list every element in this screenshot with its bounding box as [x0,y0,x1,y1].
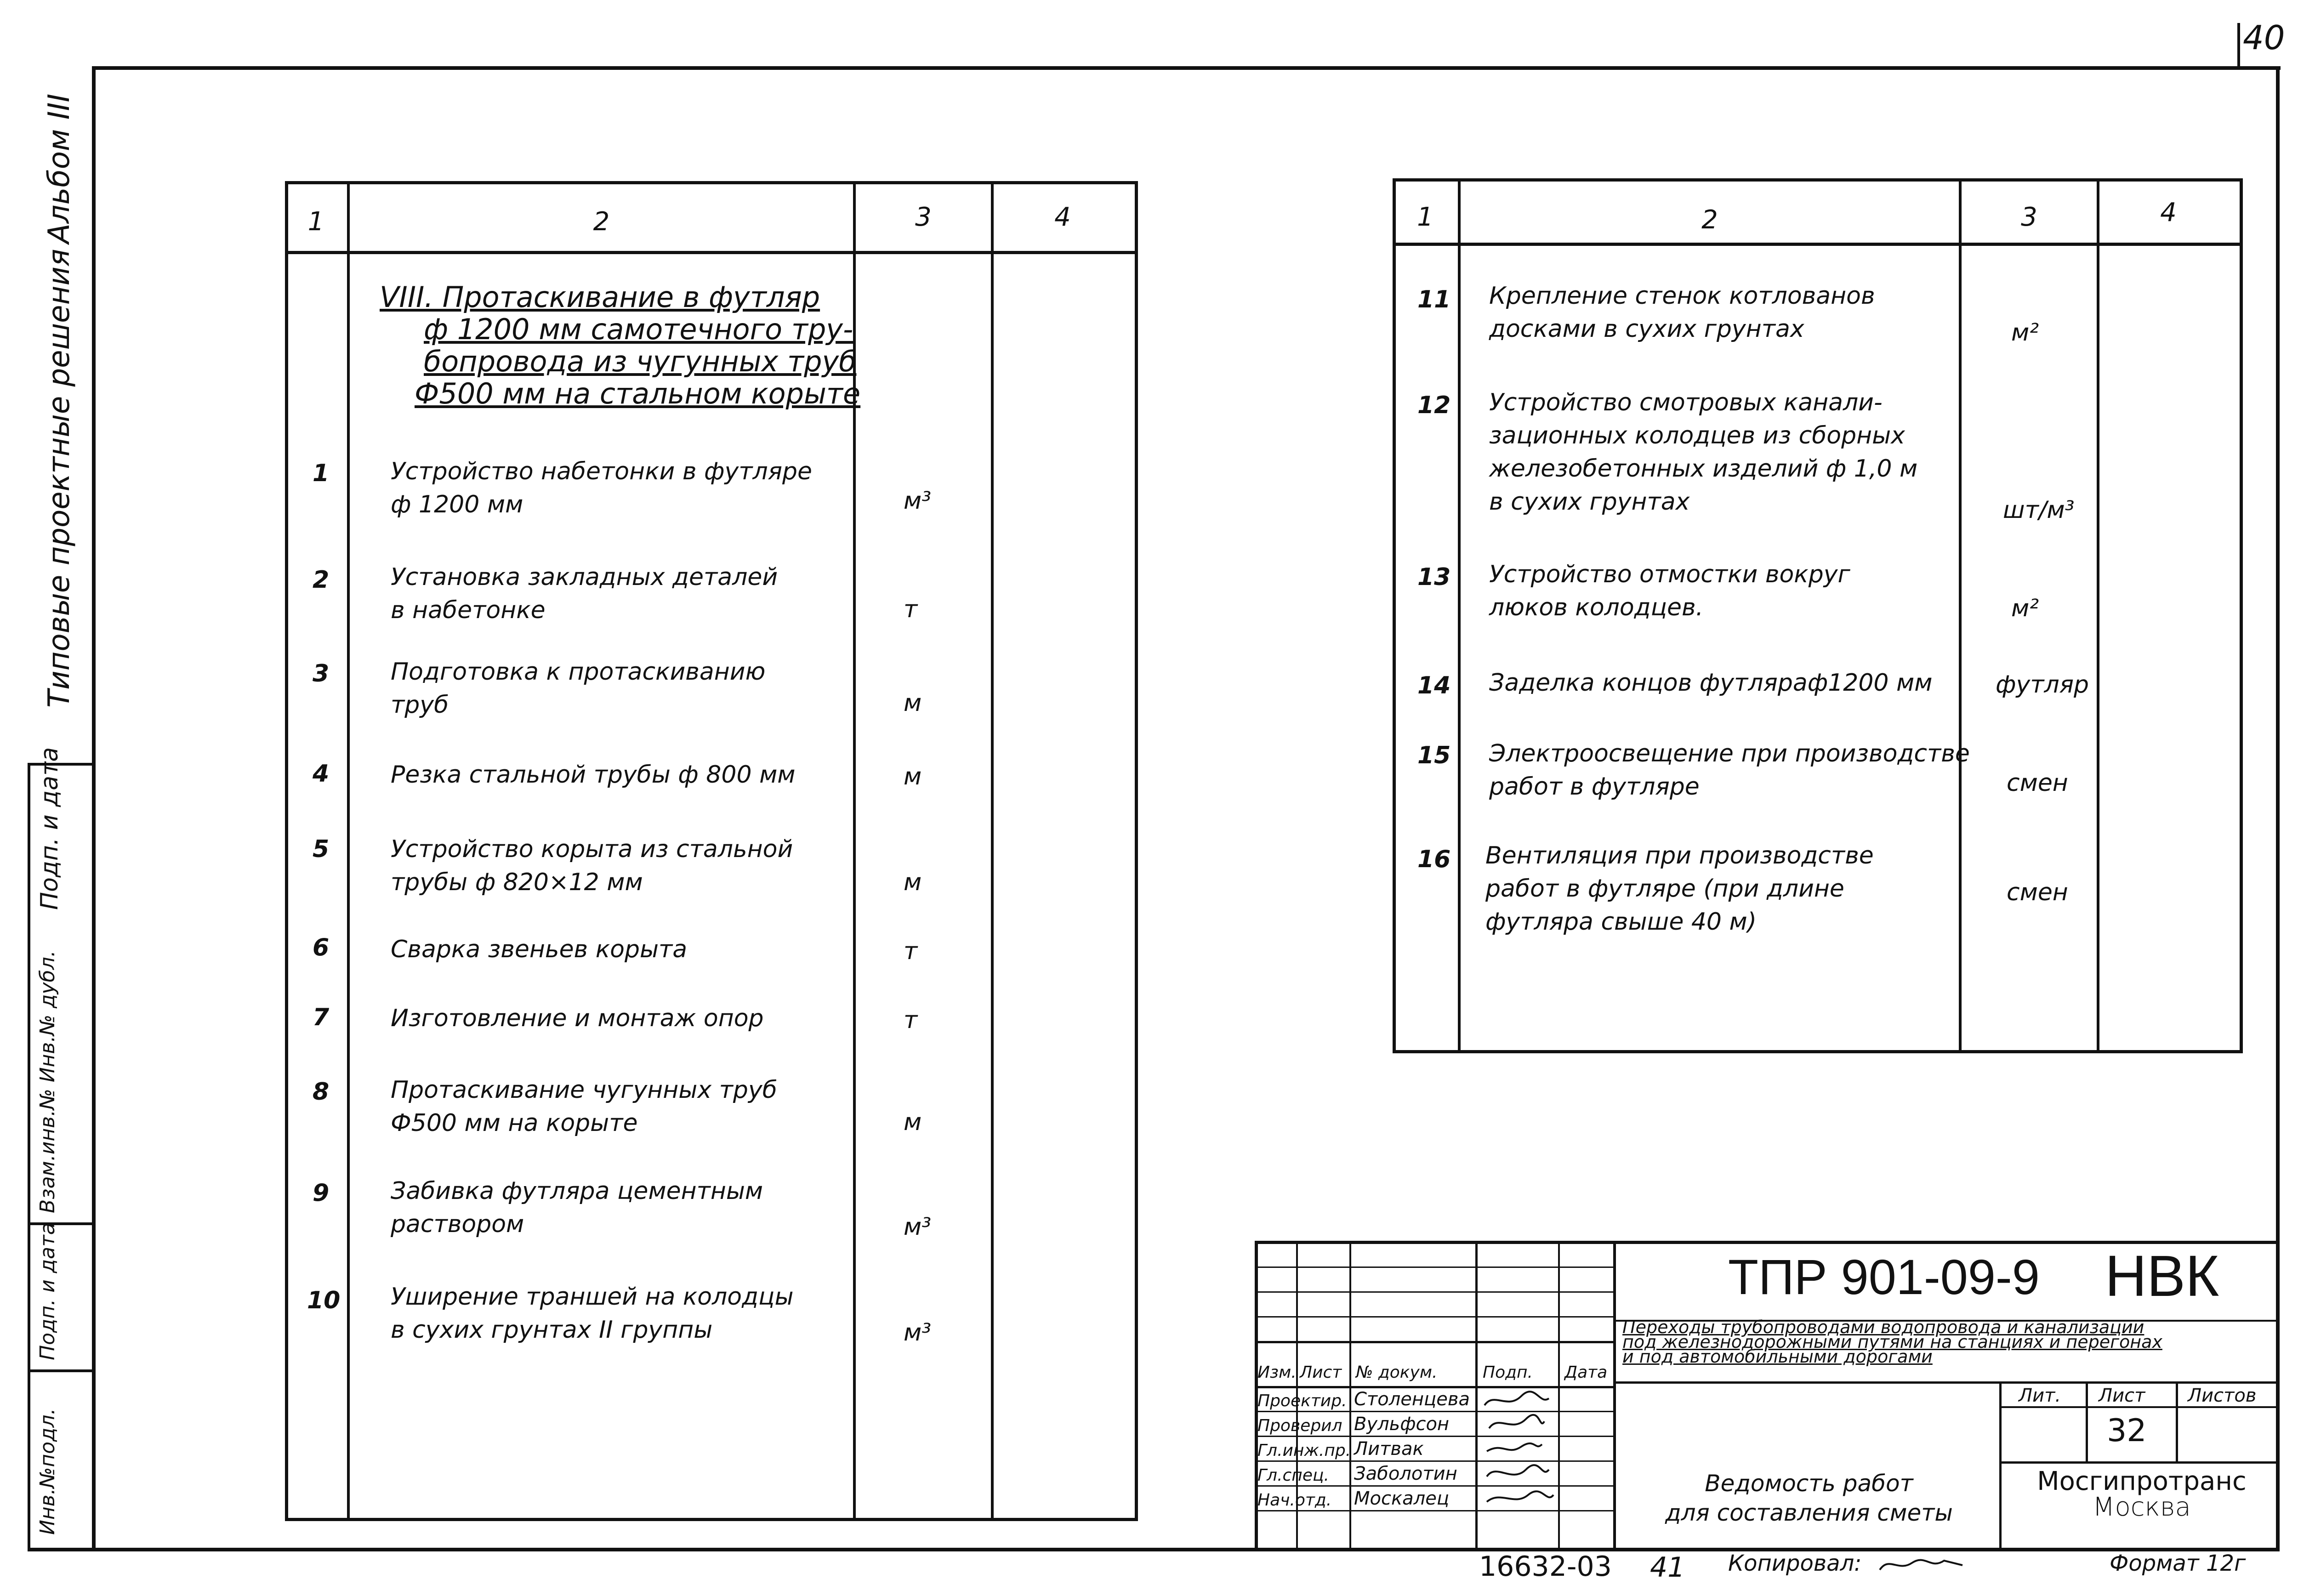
row-number: 12 [1417,392,1451,419]
row-number: 15 [1417,742,1451,769]
page-number: 40 [2243,18,2285,57]
row-unit: смен [2007,879,2068,906]
tb-v-right [2176,1381,2178,1461]
tb-sheet-label: Лист [2099,1385,2145,1406]
tb-role: Проверил [1257,1416,1342,1435]
tb-description: Переходы трубопроводами водопровода и канализации под железнодорожными путями на станциях и перегонах и под автомобильными дорогами [1622,1317,2162,1367]
tb-name: Столенцева [1354,1389,1470,1410]
row-text: Установка закладных деталей в набетонке [391,563,778,624]
row-text: Забивка футляра цементным раствором [391,1177,763,1238]
left-header-col4: 4 [1054,202,1071,232]
tb-code-suffix: НВК [2105,1244,2219,1308]
tb-role: Гл.спец. [1257,1466,1329,1485]
row-text: Уширение траншей на колодцы в сухих грунтах II группы [391,1283,794,1344]
margin-field-sign-date: Подп. и дата [36,747,63,910]
tb-h [1255,1291,1616,1293]
row-text: Устройство набетонки в футляре ф 1200 мм [391,458,813,518]
left-header-col3: 3 [915,202,932,232]
row-text: Изготовление и монтаж опор [391,1005,764,1032]
footer-sheet: 41 [1650,1551,1685,1584]
margin-series-title: Типовые проектные решения [42,249,76,708]
tb-col-doc: № докум. [1356,1363,1438,1382]
tb-doc-title: Ведомость работ для составления сметы [1665,1470,1953,1526]
tb-code: ТПР 901-09-9 [1728,1249,2040,1305]
row-unit: шт/м³ [2003,496,2075,524]
frame-bottom [28,1548,2280,1551]
row-text: Подготовка к протаскиванию труб [391,658,766,719]
right-header-col2: 2 [1701,205,1718,235]
row-number: 4 [313,760,330,788]
footer-format: Формат 12г [2110,1551,2246,1576]
row-unit: м [904,1108,922,1136]
tb-col-sign: Подп. [1483,1363,1533,1382]
row-unit: т [904,596,918,623]
tb-v-right [2086,1381,2088,1461]
row-text: Резка стальной трубы ф 800 мм [391,761,796,789]
row-text: Вентиляция при производстве работ в футляре (при длине футляра свыше 40 м) [1485,842,1874,936]
row-number: 9 [313,1179,330,1207]
tb-h-right [1999,1461,2280,1464]
tb-h [1255,1460,1616,1462]
tb-col-list: Лист [1300,1363,1342,1382]
row-number: 1 [313,460,330,487]
row-number: 13 [1417,563,1451,591]
right-col-divider-3 [2097,178,2099,1053]
tb-h-right [1999,1406,2280,1408]
left-header-divider [285,251,1138,254]
row-number: 2 [313,566,330,594]
row-text: Устройство отмостки вокруг люков колодцев. [1489,561,1850,621]
frame-top [92,66,2281,70]
row-number: 3 [313,660,330,687]
row-unit: футляр [1996,671,2089,699]
row-unit: м³ [904,487,932,515]
tb-name: Вульфсон [1354,1414,1450,1435]
row-text: Крепление стенок котлованов досками в сухих грунтах [1489,282,1875,343]
row-unit: смен [2007,769,2068,797]
frame-left [92,66,96,1551]
row-number: 10 [307,1287,341,1314]
margin-album: Альбом III [42,93,76,244]
left-section-title: VIII. Протаскивание в футляр ф 1200 мм самотечного тру- бопровода из чугунных труб Ф500 мм на стальном корыте [380,280,861,410]
tb-h [1255,1436,1616,1437]
tb-name: Литвак [1354,1438,1424,1460]
row-unit: м² [2011,595,2039,622]
tb-h [1255,1510,1616,1511]
margin-field-inv: Взам.инв.№ Инв.№ дубл. [36,950,59,1213]
tb-h [1255,1341,1616,1343]
row-text: Электроосвещение при производстве работ в футляре [1489,740,1970,801]
tb-h-right [1616,1381,2280,1384]
row-unit: м [904,763,922,790]
row-unit: т [904,1006,918,1034]
tb-v [1349,1241,1351,1550]
row-text: Устройство корыта из стальной трубы ф 820×12 мм [391,835,793,896]
right-col-divider-2 [1959,178,1962,1053]
margin-field-sign-date-2: Подп. и дата [36,1222,59,1360]
row-number: 6 [313,934,330,961]
row-text: Заделка концов футляраф1200 мм [1489,669,1933,697]
row-text: Устройство смотровых канали- зационных колодцев из сборных железобетонных изделий ф 1,0 м в сухих грунтах [1489,389,1918,516]
row-unit: м³ [904,1319,932,1346]
row-number: 5 [313,835,330,863]
tb-v [1475,1241,1478,1550]
footer-copied: Копировал: [1728,1551,1862,1576]
tb-v [1558,1241,1560,1550]
left-col-divider-1 [347,181,350,1521]
row-unit: м³ [904,1213,932,1241]
row-number: 8 [313,1078,330,1106]
row-unit: м [904,869,922,896]
tb-role: Нач.отд. [1257,1491,1332,1510]
signatures-graphic [1480,1387,1558,1516]
tb-h [1255,1386,1616,1388]
tb-sheets-label: Листов [2188,1385,2257,1406]
right-header-col4: 4 [2160,198,2177,227]
row-number: 11 [1417,286,1451,313]
right-col-divider-1 [1458,178,1461,1053]
left-header-col2: 2 [593,207,610,237]
margin-cell-divider [28,1369,96,1372]
footer-inv: 16632-03 [1479,1551,1612,1583]
frame-right [2276,66,2280,1551]
tb-role: Гл.инж.пр. [1257,1441,1351,1460]
row-text: Протаскивание чугунных труб Ф500 мм на корыте [391,1076,777,1137]
margin-strip-line [28,763,30,1551]
row-number: 14 [1417,672,1451,699]
tb-h [1255,1316,1616,1318]
page-number-tick [2237,23,2240,69]
tb-name: Москалец [1354,1488,1450,1509]
tb-h [1255,1411,1616,1412]
tb-role: Проектир. [1257,1392,1347,1410]
row-text: Сварка звеньев корыта [391,936,688,963]
row-number: 16 [1417,846,1451,873]
tb-lit-label: Лит. [2019,1385,2061,1406]
tb-col-date: Дата [1564,1363,1608,1382]
row-unit: т [904,937,918,965]
left-col-divider-3 [991,181,994,1521]
tb-col-izm: Изм. [1257,1363,1297,1382]
row-unit: м² [2011,319,2039,346]
tb-org: Мосгипротранс Москва [2037,1466,2247,1522]
tb-sheet-no: 32 [2107,1413,2147,1449]
tb-h [1255,1485,1616,1487]
right-header-divider [1393,243,2243,246]
tb-h [1255,1267,1616,1268]
right-header-col3: 3 [2021,202,2037,232]
copier-signature-graphic [1875,1551,1967,1579]
left-header-col1: 1 [307,207,324,237]
tb-name: Заболотин [1354,1463,1457,1484]
margin-field-inv-orig: Инв.№подл. [36,1408,59,1535]
right-header-col1: 1 [1417,202,1433,232]
tb-v [1613,1241,1616,1550]
row-number: 7 [313,1004,330,1031]
row-unit: м [904,689,922,717]
